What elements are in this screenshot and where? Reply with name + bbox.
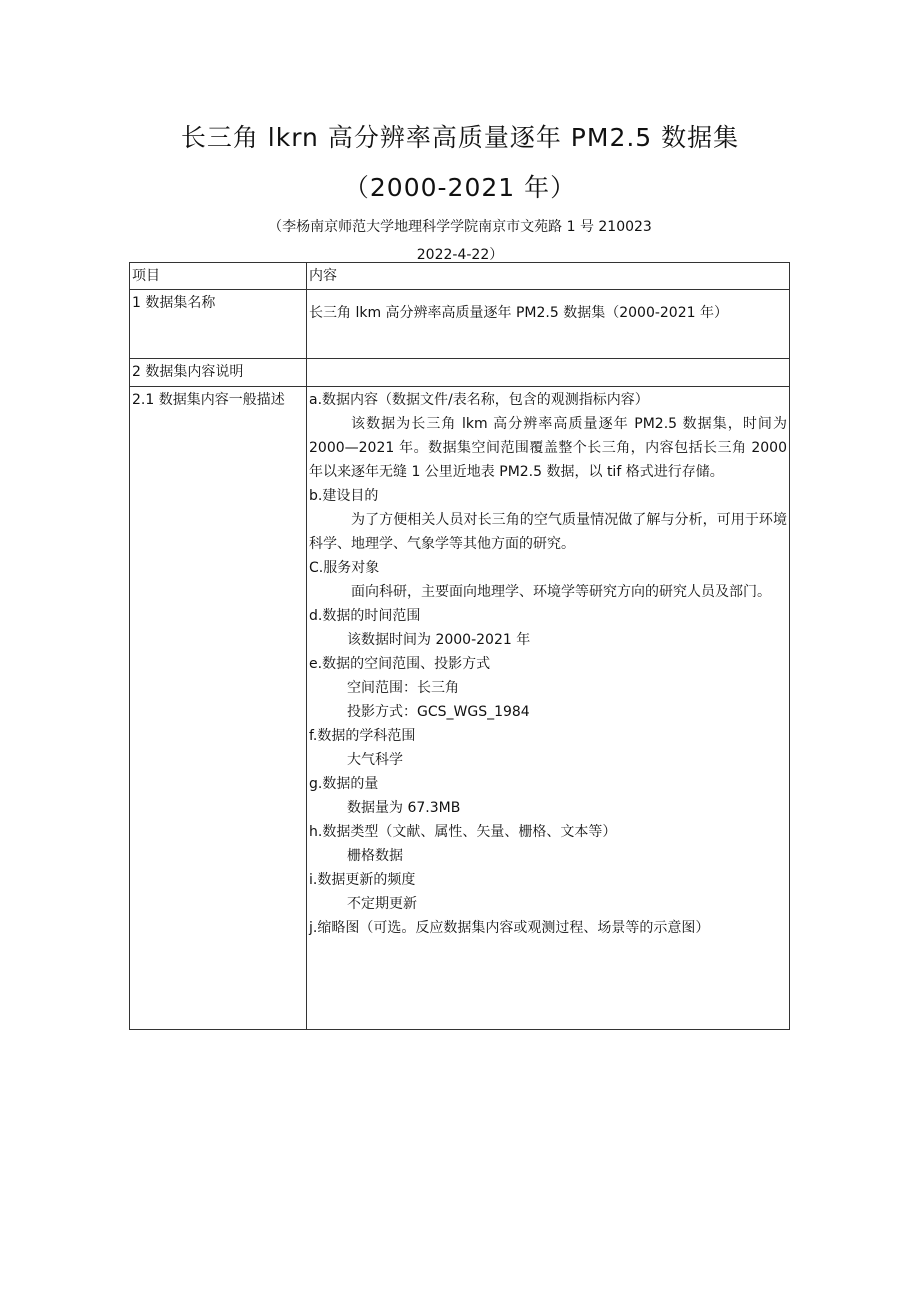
header-item: 项目 (130, 263, 307, 290)
document-title: 长三角 lkrn 高分辨率高质量逐年 PM2.5 数据集 (180, 123, 740, 152)
section-i-body: 不定期更新 (347, 896, 417, 912)
section-e-body-projection: 投影方式：GCS_WGS_1984 (347, 704, 530, 720)
table-row (130, 290, 790, 359)
section-e-body-range: 空间范围：长三角 (347, 680, 459, 696)
section-i-heading: i.数据更新的频度 (309, 872, 416, 888)
section-b-body: 为了方便相关人员对长三角的空气质量情况做了解与分析，可用于环境科学、地理学、气象学等其他方面的研究。 (309, 512, 787, 552)
date-line: 2022-4-22） (416, 247, 504, 263)
author-line: （李杨南京师范大学地理科学学院南京市文苑路 1 号 210023 (268, 219, 652, 235)
row-label-general: 2.1 数据集内容一般描述 (130, 387, 307, 1030)
table-row (130, 359, 790, 387)
row-label-name: 1 数据集名称 (130, 290, 307, 359)
section-j-heading: j.缩略图（可选。反应数据集内容或观测过程、场景等的示意图） (309, 920, 710, 936)
section-d-body: 该数据时间为 2000-2021 年 (347, 632, 531, 648)
header-content: 内容 (307, 263, 790, 290)
document-subtitle-years: （2000-2021 年） (343, 173, 577, 202)
section-c-body: 面向科研，主要面向地理学、环境学等研究方向的研究人员及部门。 (351, 584, 771, 600)
section-d-heading: d.数据的时间范围 (309, 608, 421, 624)
row-value-desc (307, 359, 790, 387)
dataset-info-table (129, 262, 790, 1030)
section-c-heading: C.服务对象 (309, 560, 380, 576)
section-a-heading: a.数据内容（数据文件/表名称，包含的观测指标内容） (309, 392, 649, 408)
section-h-heading: h.数据类型（文献、属性、矢量、栅格、文本等） (309, 824, 617, 840)
row-value-name: 长三角 lkm 高分辨率高质量逐年 PM2.5 数据集（2000-2021 年） (307, 290, 790, 359)
section-f-heading: f.数据的学科范围 (309, 728, 416, 744)
table-header-row (130, 263, 790, 290)
section-a-body: 该数据为长三角 lkm 高分辨率高质量逐年 PM2.5 数据集，时间为 2000—2021 年。数据集空间范围覆盖整个长三角，内容包括长三角 2000 年以来逐年无缝 1 公里近地表 PM2.5 数据，以 tif 格式进行存储。 (309, 416, 787, 480)
section-e-heading: e.数据的空间范围、投影方式 (309, 656, 491, 672)
section-g-heading: g.数据的量 (309, 776, 379, 792)
row-label-desc: 2 数据集内容说明 (130, 359, 307, 387)
row-value-general (307, 387, 790, 1030)
section-b-heading: b.建设目的 (309, 488, 379, 504)
section-h-body: 栅格数据 (347, 848, 403, 864)
table-row (130, 387, 790, 1030)
section-f-body: 大气科学 (347, 752, 403, 768)
section-g-body: 数据量为 67.3MB (347, 800, 461, 816)
